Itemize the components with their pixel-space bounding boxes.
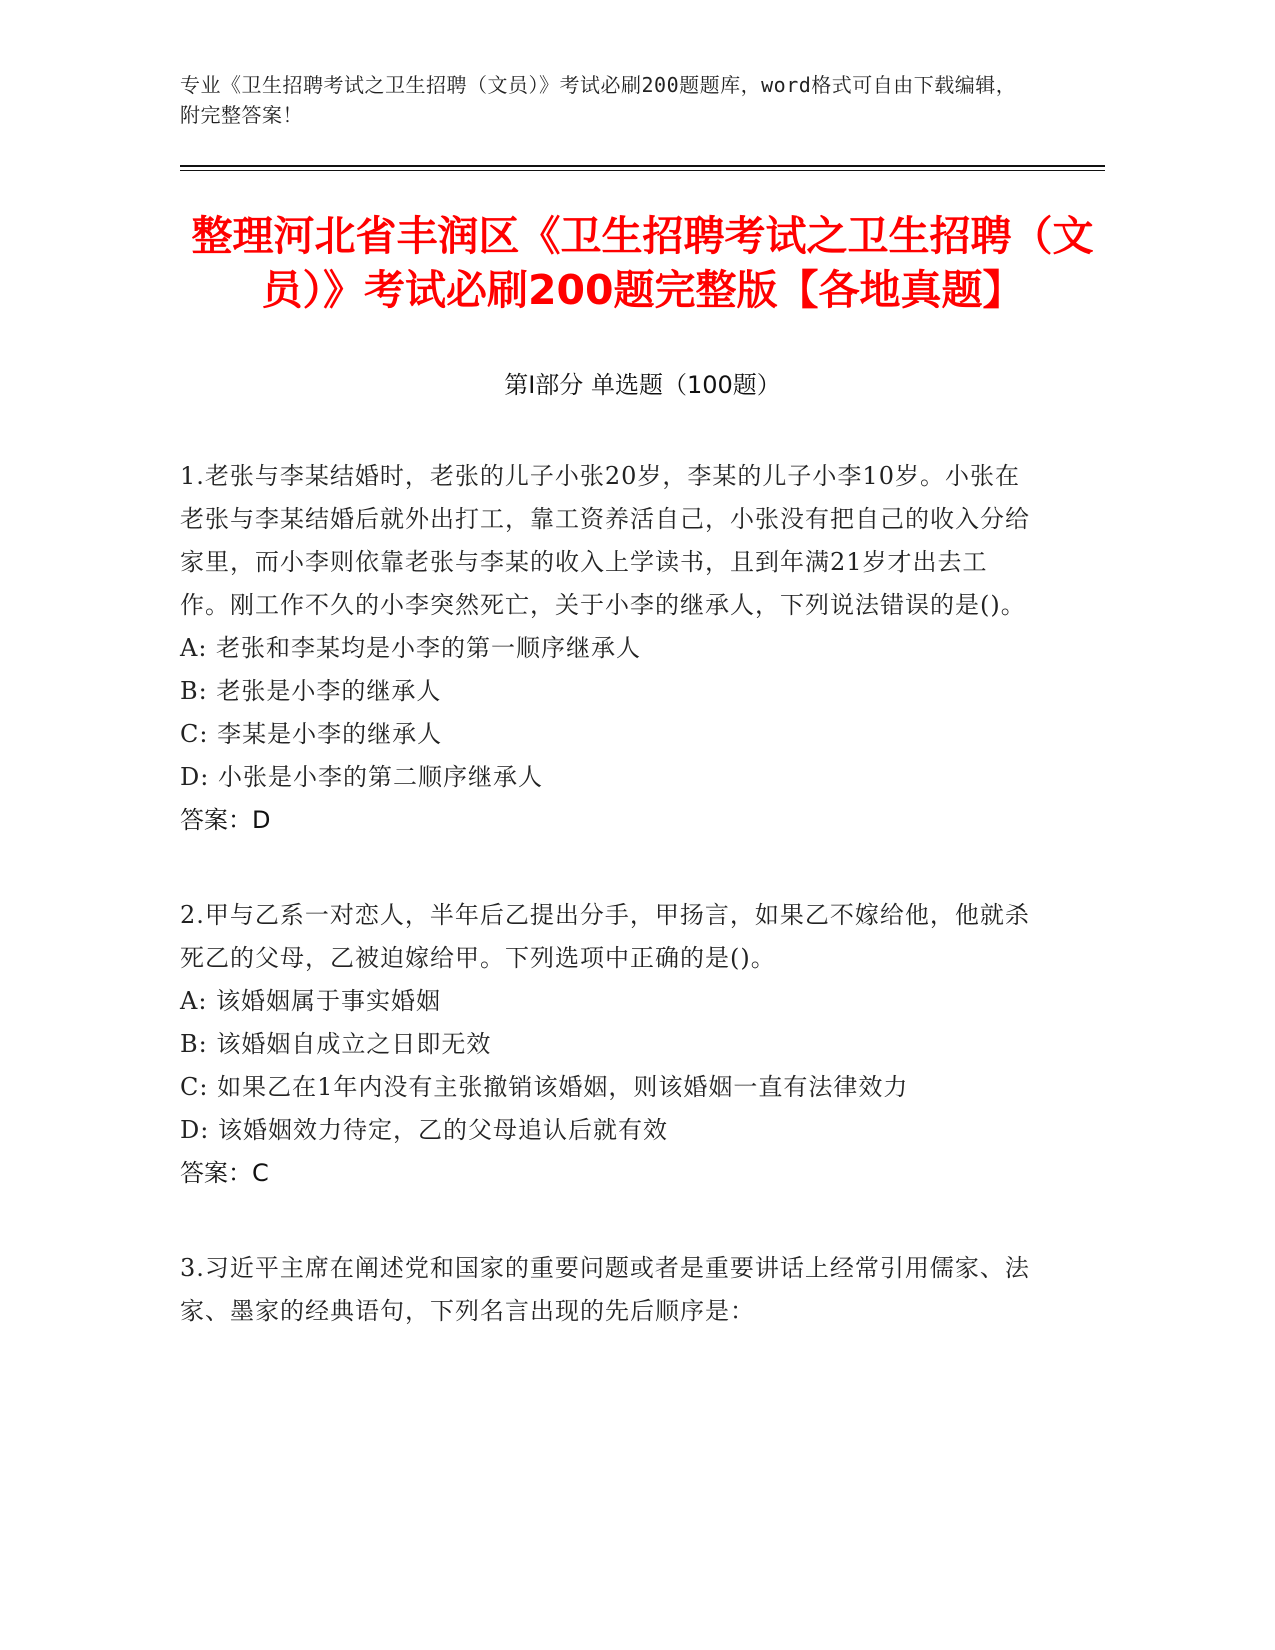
divider-thick [180,165,1105,167]
question-stem: 3.习近平主席在阐述党和国家的重要问题或者是重要讲话上经常引用儒家、法家、墨家的经典语句，下列名言出现的先后顺序是： [180,1254,1030,1325]
question-stem: 1.老张与李某结婚时，老张的儿子小张20岁，李某的儿子小李10岁。小张在老张与李某结婚后就外出打工，靠工资养活自己，小张没有把自己的收入分给家里，而小李则依靠老张与李某的收入上学读书，且到年满21岁才出去工作。刚工作不久的小李突然死亡，关于小李的继承人，下列说法错误的是()。 [180,462,1030,619]
section-title: 第I部分 单选题（100题） [504,371,781,399]
option-d: D: 小张是小李的第二顺序继承人 [180,763,543,791]
document-page [180,70,1105,1333]
header-divider [180,165,1105,171]
option-a: A: 该婚姻属于事实婚姻 [180,987,442,1015]
answer-label: 答案：C [180,1159,269,1187]
question-3 [180,1247,1105,1333]
question-stem: 2.甲与乙系一对恋人，半年后乙提出分手，甲扬言，如果乙不嫁给他，他就杀死乙的父母，乙被迫嫁给甲。下列选项中正确的是()。 [180,901,1030,972]
question-2 [180,894,1105,1195]
option-c: C: 李某是小李的继承人 [180,720,443,748]
option-c: C: 如果乙在1年内没有主张撤销该婚姻，则该婚姻一直有法律效力 [180,1073,909,1101]
option-b: B: 老张是小李的继承人 [180,677,442,705]
header-note: 专业《卫生招聘考试之卫生招聘（文员）》考试必刷200题题库，word格式可自由下载编辑，附完整答案！ [180,73,1017,127]
option-a: A: 老张和李某均是小李的第一顺序继承人 [180,634,642,662]
divider-thin [180,170,1105,171]
option-d: D: 该婚姻效力待定，乙的父母追认后就有效 [180,1116,668,1144]
document-title: 整理河北省丰润区《卫生招聘考试之卫生招聘（文员）》考试必刷200题完整版【各地真题】 [191,212,1094,314]
question-1 [180,455,1105,842]
answer-label: 答案：D [180,806,271,834]
option-b: B: 该婚姻自成立之日即无效 [180,1030,492,1058]
